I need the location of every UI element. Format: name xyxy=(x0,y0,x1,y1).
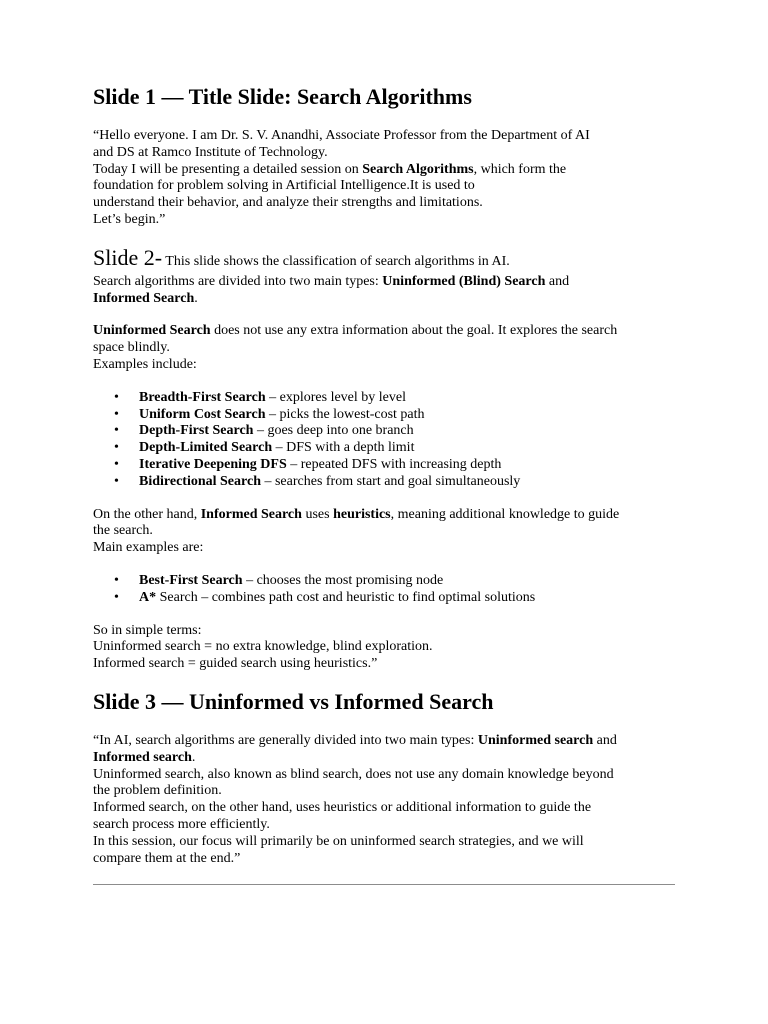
list-item-desc: – explores level by level xyxy=(265,389,406,405)
list-item xyxy=(93,474,675,491)
horizontal-rule xyxy=(93,884,675,885)
slide2-informed-mid: uses xyxy=(301,506,334,522)
bullet-icon: • xyxy=(114,389,119,405)
list-item xyxy=(93,390,675,407)
bullet-icon: • xyxy=(114,456,119,472)
slide3-uninformed-bold: Uninformed search xyxy=(477,732,594,748)
slide1-search-algorithms-bold: Search Algorithms xyxy=(362,161,474,177)
slide2-heading-line xyxy=(93,246,675,274)
bullet-icon: • xyxy=(114,473,119,489)
slide3-heading: Slide 3 — Uninformed vs Informed Search xyxy=(93,688,494,714)
list-item xyxy=(93,440,675,457)
slide1-begin-line: Let’s begin.” xyxy=(93,211,166,227)
slide2-types-pre: Search algorithms are divided into two main types: xyxy=(93,273,383,289)
list-item-title: Depth-First Search xyxy=(139,423,254,439)
slide2-types-line1 xyxy=(93,274,675,291)
slide2-types-mid: and xyxy=(545,273,570,289)
slide3-p1-line1 xyxy=(93,733,675,750)
list-item-desc: – searches from start and goal simultaneously xyxy=(260,473,521,489)
slide2-types-end: . xyxy=(194,290,198,306)
slide3-p4-line2: compare them at the end.” xyxy=(93,850,241,866)
slide2-informed-pre: On the other hand, xyxy=(93,506,201,522)
slide2-informed-line2: the search. xyxy=(93,523,153,539)
slide2-informed-search-bold: Informed Search xyxy=(200,506,302,522)
slide1-heading: Slide 1 — Title Slide: Search Algorithms xyxy=(93,84,472,109)
list-item xyxy=(93,457,675,474)
list-item-desc: – picks the lowest-cost path xyxy=(265,406,425,422)
slide3-p2-line1: Uninformed search, also known as blind search, does not use any domain knowledge beyond xyxy=(93,766,614,782)
slide3-p1-line2 xyxy=(93,750,675,767)
slide3-p4-line1: In this session, our focus will primarily be on uninformed search strategies, and we will xyxy=(93,833,584,849)
slide3-informed-bold: Informed search xyxy=(93,749,192,765)
list-item-desc: – DFS with a depth limit xyxy=(272,440,415,456)
list-item-title: Best-First Search xyxy=(139,572,243,588)
list-item-title: A* xyxy=(139,589,157,605)
slide3-p1-pre: “In AI, search algorithms are generally divided into two main types: xyxy=(93,732,478,748)
slide2-heuristics-bold: heuristics xyxy=(333,506,391,522)
slide3-p3-line2: search process more efficiently. xyxy=(93,816,270,832)
slide2-examples-label: Examples include: xyxy=(93,356,197,372)
list-item-desc: – repeated DFS with increasing depth xyxy=(286,456,502,472)
slide2-informed-line1 xyxy=(93,507,675,524)
slide3-p1-end: . xyxy=(191,749,196,765)
bullet-icon: • xyxy=(114,440,119,456)
slide2-uninformed-line1 xyxy=(93,323,675,340)
list-item-title: Breadth-First Search xyxy=(139,389,266,405)
slide3-p2-line2: the problem definition. xyxy=(93,783,222,799)
list-item-title: Iterative Deepening DFS xyxy=(139,456,287,472)
slide2-title-rest: This slide shows the classification of search algorithms in AI. xyxy=(162,253,510,269)
list-item-title: Bidirectional Search xyxy=(139,473,261,489)
slide1-presenting-tail: , which form the xyxy=(473,161,567,177)
slide2-simple-uninformed: Uninformed search = no extra knowledge, blind exploration. xyxy=(93,639,433,655)
slide1-understand-line: understand their behavior, and analyze their strengths and limitations. xyxy=(93,195,483,211)
slide3-p3-line1: Informed search, on the other hand, uses heuristics or additional information to guide the xyxy=(93,800,592,816)
list-item xyxy=(93,590,675,607)
list-item-title: Uniform Cost Search xyxy=(139,406,266,422)
list-item-desc: Search – combines path cost and heuristic to find optimal solutions xyxy=(156,589,536,605)
slide2-informed-bold: Informed Search xyxy=(93,290,195,306)
slide1-foundation-line: foundation for problem solving in Artificial Intelligence.It is used to xyxy=(93,178,475,194)
slide2-informed-desc: , meaning additional knowledge to guide xyxy=(390,506,620,522)
bullet-icon: • xyxy=(114,589,119,605)
list-item-desc: – chooses the most promising node xyxy=(242,572,444,588)
slide2-uninformed-line2: space blindly. xyxy=(93,340,170,356)
slide1-intro-line1: “Hello everyone. I am Dr. S. V. Anandhi, Associate Professor from the Department of AI xyxy=(93,128,590,143)
list-item-desc: – goes deep into one branch xyxy=(253,423,414,439)
slide3-p1-mid: and xyxy=(593,732,617,748)
bullet-icon: • xyxy=(114,572,119,588)
slide2-types-line2 xyxy=(93,291,675,308)
slide2-uninformed-desc: does not use any extra information about the goal. It explores the search xyxy=(210,323,618,339)
bullet-icon: • xyxy=(114,406,119,422)
list-item xyxy=(93,423,675,440)
slide2-main-examples: Main examples are: xyxy=(93,540,204,556)
list-item-title: Depth-Limited Search xyxy=(139,440,273,456)
informed-algorithms-list xyxy=(93,573,675,607)
list-item xyxy=(93,407,675,424)
slide1-intro-line2: and DS at Ramco Institute of Technology. xyxy=(93,144,328,160)
list-item xyxy=(93,573,675,590)
slide2-simple-terms: So in simple terms: xyxy=(93,622,202,638)
slide2-title: Slide 2- xyxy=(93,244,163,270)
uninformed-algorithms-list xyxy=(93,390,675,491)
slide1-presenting-line xyxy=(93,162,675,179)
slide2-uninformed-search-bold: Uninformed Search xyxy=(93,323,211,339)
slide2-uninformed-blind-bold: Uninformed (Blind) Search xyxy=(382,273,546,289)
bullet-icon: • xyxy=(114,423,119,439)
slide2-simple-informed: Informed search = guided search using heuristics.” xyxy=(93,656,378,672)
slide1-presenting-text: Today I will be presenting a detailed session on xyxy=(93,161,363,177)
